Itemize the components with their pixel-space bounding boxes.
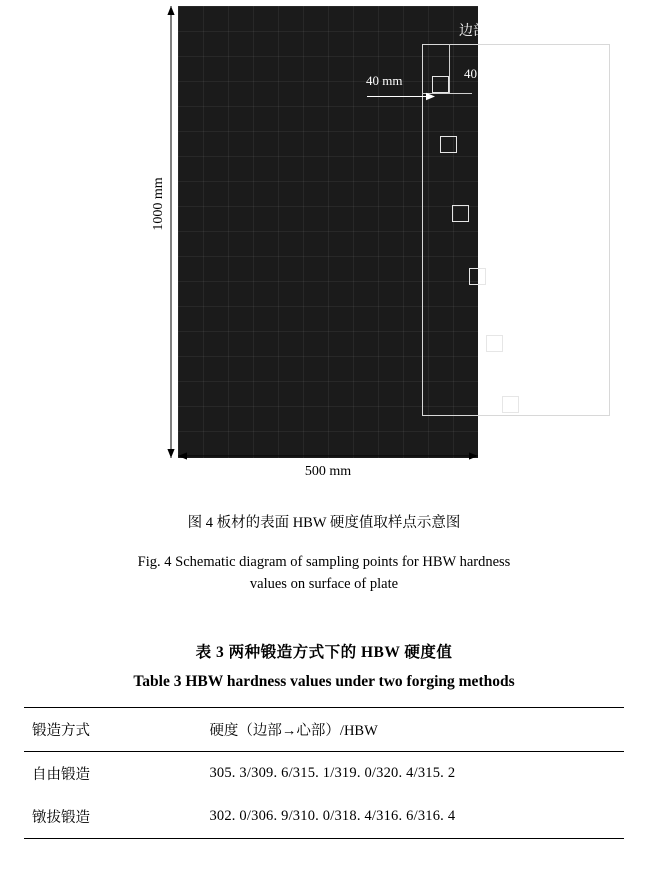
table-row	[24, 795, 624, 839]
table-title-cn: 表 3 两种锻造方式下的 HBW 硬度值	[195, 644, 453, 661]
table-header-method: 锻造方式	[32, 723, 90, 739]
table-header-hardness: 硬度（边部→心部）/HBW	[209, 723, 378, 739]
table-header-row	[24, 708, 624, 752]
figure-caption-en	[0, 551, 648, 595]
top-dimension-label: 40 mm	[464, 66, 501, 81]
table-cell-values: 305. 3/309. 6/315. 1/319. 0/320. 4/315. 2	[209, 765, 456, 781]
figure-caption-cn: 图 4 板材的表面 HBW 硬度值取样点示意图	[187, 515, 461, 531]
table-row	[24, 752, 624, 796]
sample-point-square	[452, 205, 469, 222]
guide-line-vertical	[449, 44, 450, 94]
sample-point-square	[469, 268, 486, 285]
table-cell-method: 镦拔锻造	[32, 810, 90, 826]
table-title-en: Table 3 HBW hardness values under two forging methods	[133, 673, 515, 690]
table-cell-method: 自由锻造	[32, 767, 90, 783]
table-head	[24, 708, 624, 752]
horizontal-dimension-label: 500 mm	[304, 464, 352, 479]
table-block	[0, 640, 648, 839]
table-cell-values: 302. 0/306. 9/310. 0/318. 4/316. 6/316. 4	[209, 808, 456, 824]
vertical-dimension	[140, 6, 178, 458]
sample-point-square	[440, 136, 457, 153]
table-body	[24, 752, 624, 839]
figure-caption-en-line2: values on surface of plate	[249, 576, 399, 592]
hardness-table	[24, 707, 624, 839]
plate-outline	[422, 44, 610, 416]
left-dimension-label: 40 mm	[366, 73, 403, 88]
figure-caption-en-line1: Fig. 4 Schematic diagram of sampling points for HBW hardness	[137, 554, 511, 570]
schematic-canvas	[178, 6, 529, 458]
sample-point-square	[432, 76, 449, 93]
horizontal-dimension	[178, 458, 478, 488]
edge-to-center-label: 边部→心部	[459, 24, 529, 39]
vertical-dimension-label: 1000 mm	[151, 177, 166, 231]
sample-point-square	[486, 335, 503, 352]
left-dimension-arrow	[367, 92, 435, 101]
sample-point-square	[502, 396, 519, 413]
